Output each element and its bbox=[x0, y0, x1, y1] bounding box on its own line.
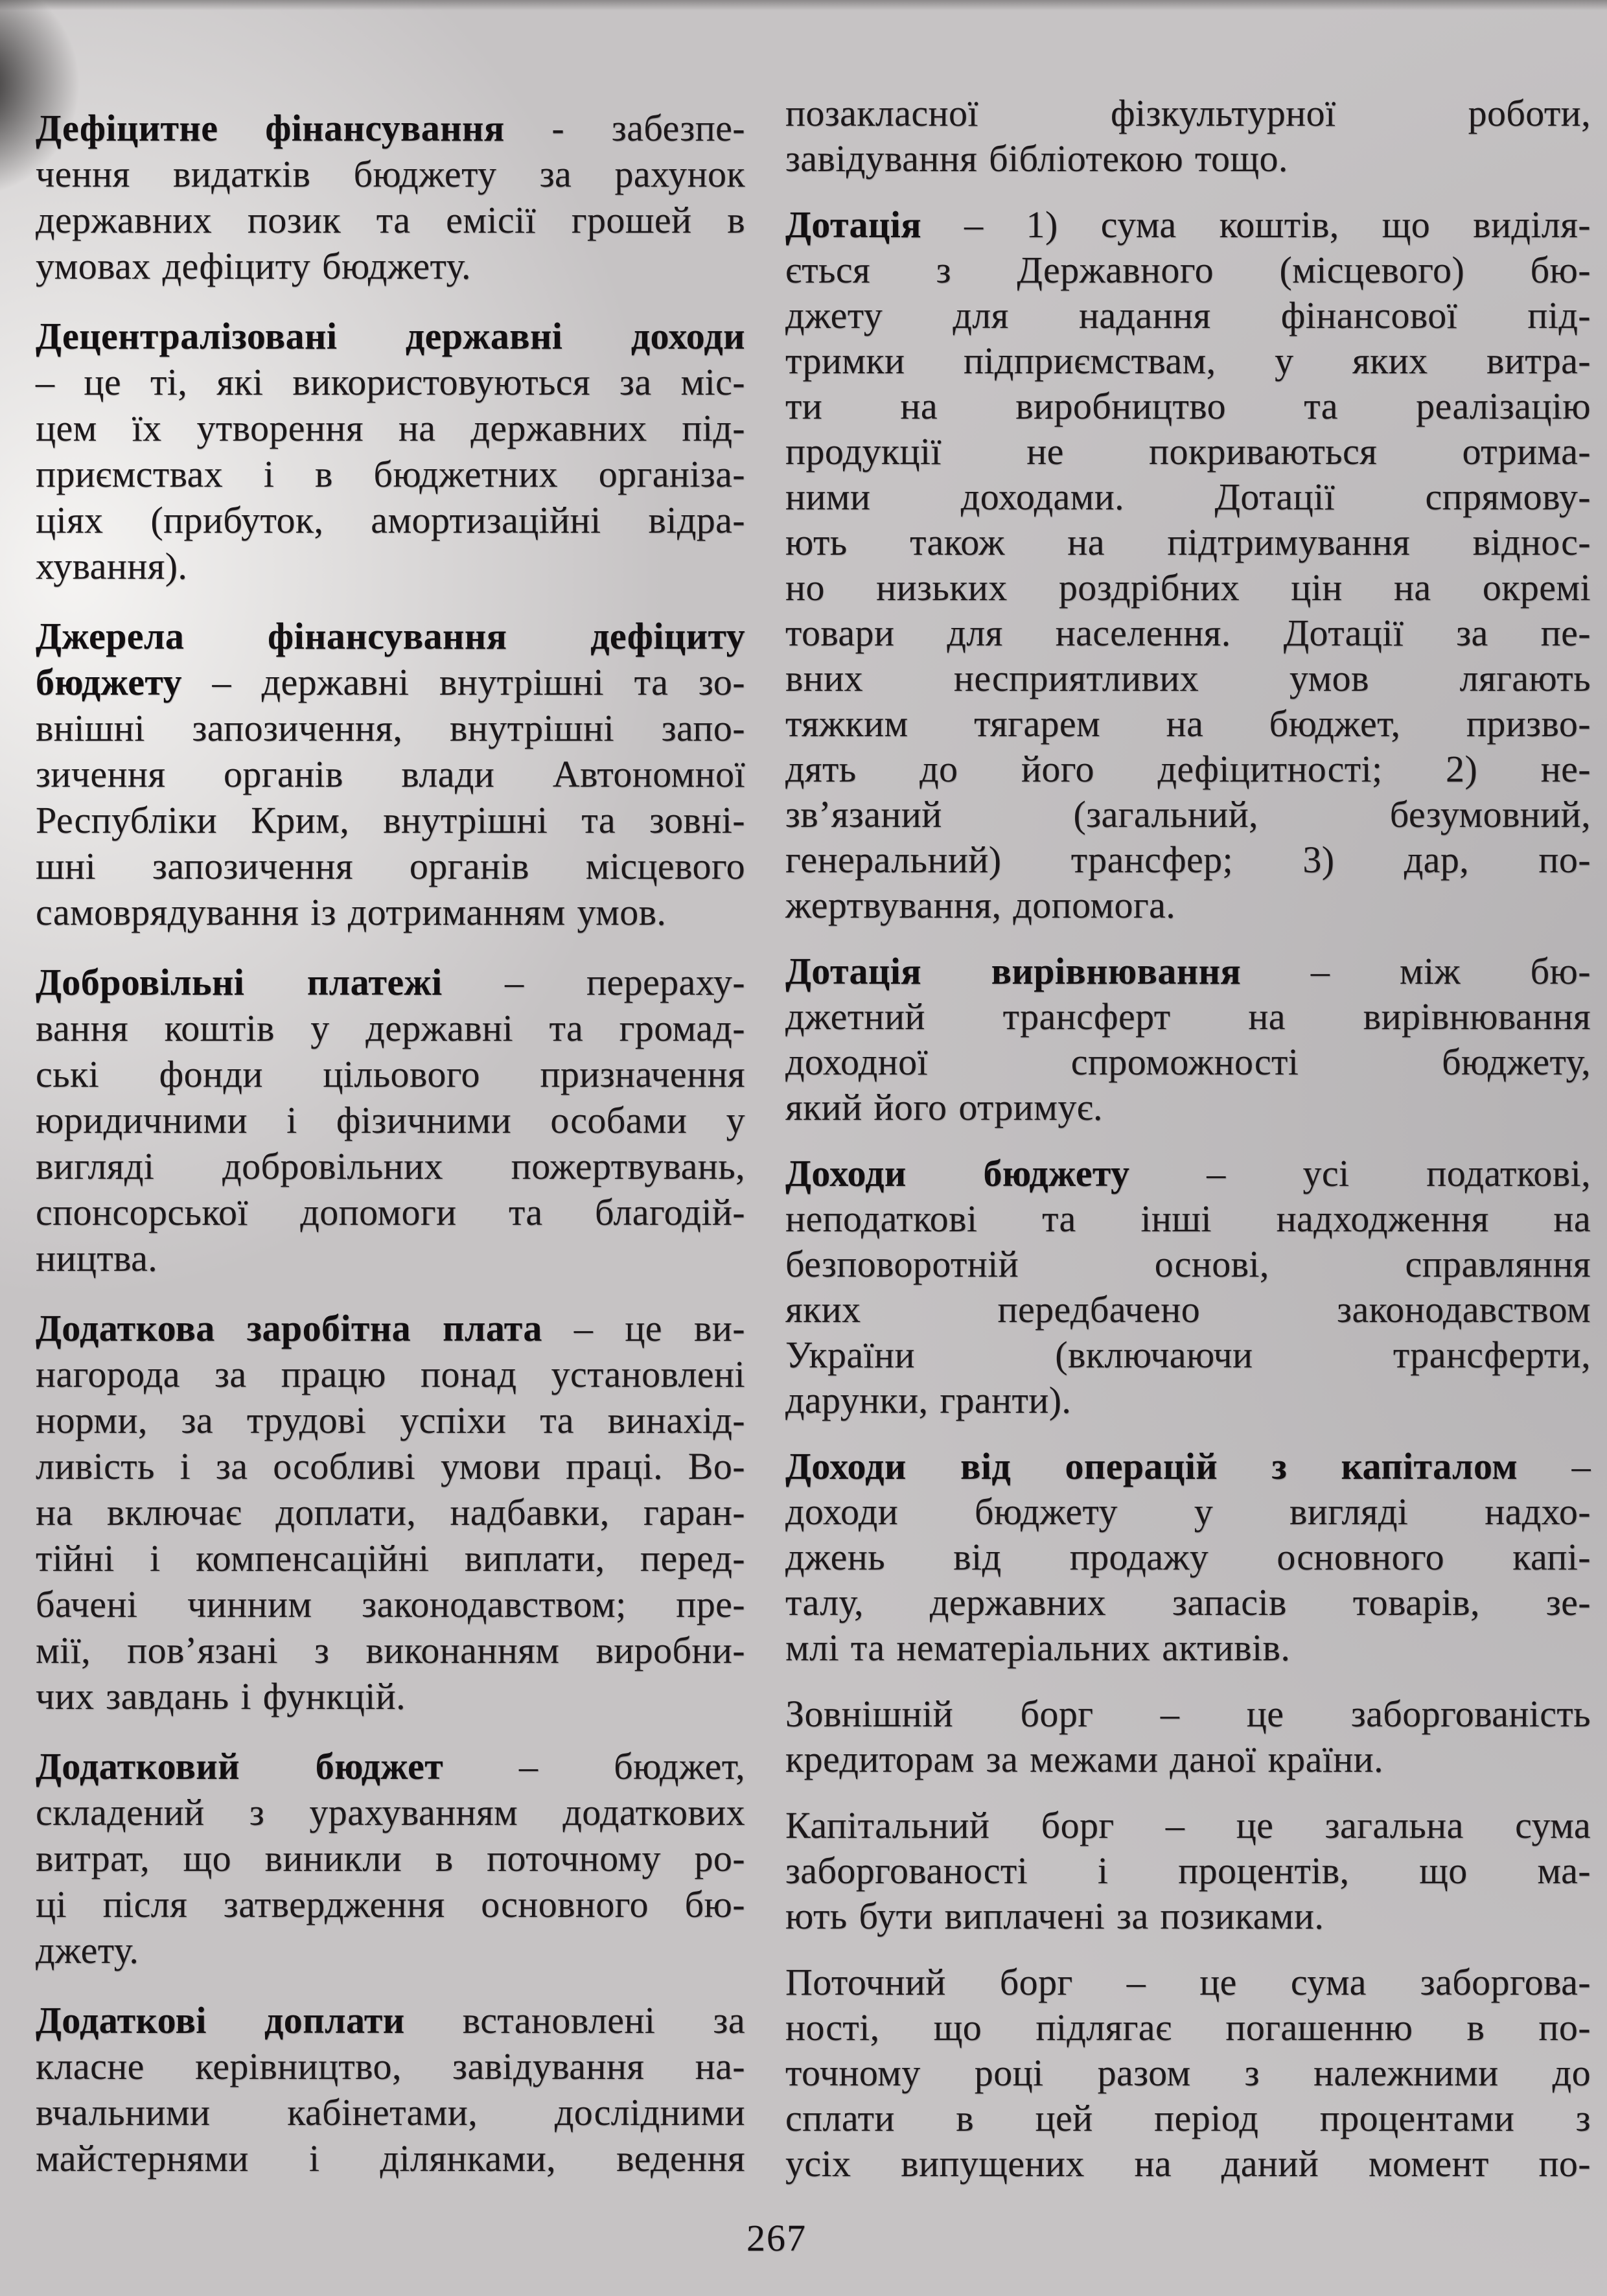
term-bold: бюджету bbox=[36, 661, 182, 703]
text-line bbox=[36, 405, 745, 451]
line-text: зв’язаний (загальний, безумовний, bbox=[785, 793, 1591, 835]
line-text: вних несприятливих умов лягають bbox=[785, 657, 1591, 699]
line-text: класне керівництво, завідування на- bbox=[36, 2045, 745, 2087]
line-text: спонсорської допомоги та благодій- bbox=[36, 1191, 745, 1233]
text-line bbox=[785, 338, 1591, 384]
text-line bbox=[785, 837, 1591, 883]
text-line bbox=[36, 1673, 745, 1719]
text-line bbox=[785, 1287, 1591, 1332]
text-line bbox=[36, 1881, 745, 1927]
text-line bbox=[785, 202, 1591, 248]
text-line bbox=[36, 613, 745, 659]
text-line bbox=[785, 1691, 1591, 1737]
text-line bbox=[785, 520, 1591, 565]
text-line bbox=[36, 1143, 745, 1189]
text-line bbox=[785, 1960, 1591, 2005]
line-text: тримки підприємствам, у яких витра- bbox=[785, 340, 1591, 382]
line-text: усіх випущених на даний момент по- bbox=[785, 2142, 1591, 2185]
line-text: ціях (прибуток, амортизаційні відра- bbox=[36, 499, 745, 541]
line-text: ливість і за особливі умови праці. Во- bbox=[36, 1445, 745, 1487]
text-line bbox=[785, 1489, 1591, 1535]
line-text: позакласної фізкультурної роботи, bbox=[785, 92, 1591, 134]
text-line bbox=[36, 1051, 745, 1097]
text-line bbox=[36, 1397, 745, 1443]
line-text: юридичними і фізичними особами у bbox=[36, 1099, 745, 1141]
line-text: внішні запозичення, внутрішні запо- bbox=[36, 707, 745, 749]
definition-paragraph bbox=[36, 105, 745, 289]
term-bold: Доходи бюджету bbox=[785, 1152, 1130, 1194]
text-line bbox=[785, 293, 1591, 338]
line-text: державних позик та емісії грошей в bbox=[36, 199, 745, 241]
text-line bbox=[36, 359, 745, 405]
text-line bbox=[36, 243, 745, 289]
text-line bbox=[36, 2043, 745, 2089]
term-bold: Джерела фінансування дефіциту bbox=[36, 615, 745, 657]
line-text: – між бю- bbox=[1241, 950, 1591, 992]
line-text: точному році разом з належними до bbox=[785, 2052, 1591, 2094]
line-text: майстернями і ділянками, ведення bbox=[36, 2137, 745, 2179]
text-line bbox=[36, 2135, 745, 2181]
line-text: но низьких роздрібних цін на окремі bbox=[785, 566, 1591, 609]
line-text: тяжким тягарем на бюджет, призво- bbox=[785, 702, 1591, 745]
line-text: ності, що підлягає погашенню в по- bbox=[785, 2006, 1591, 2048]
line-text: - забезпе- bbox=[504, 107, 745, 149]
text-line bbox=[785, 1848, 1591, 1894]
line-text: – бюджет, bbox=[443, 1745, 745, 1787]
line-text: доходної спроможності бюджету, bbox=[785, 1041, 1591, 1083]
line-text: який його отримує. bbox=[785, 1086, 1103, 1128]
text-line bbox=[785, 2141, 1591, 2186]
line-text: джетний трансферт на вирівнювання bbox=[785, 995, 1591, 1038]
line-text: приємствах і в бюджетних організа- bbox=[36, 453, 745, 495]
term-bold: Дефіцитне фінансування bbox=[36, 107, 505, 149]
text-line bbox=[36, 1097, 745, 1143]
definition-paragraph bbox=[785, 91, 1591, 181]
line-text: України (включаючи трансферти, bbox=[785, 1334, 1591, 1376]
text-line bbox=[785, 883, 1591, 928]
definition-paragraph bbox=[36, 1305, 745, 1719]
definition-paragraph bbox=[785, 202, 1591, 928]
line-text: цем їх утворення на державних під- bbox=[36, 407, 745, 449]
line-text: ці після затвердження основного бю- bbox=[36, 1883, 745, 1925]
text-line bbox=[785, 1444, 1591, 1489]
line-text: талу, державних запасів товарів, зе- bbox=[785, 1581, 1591, 1623]
text-line bbox=[785, 384, 1591, 429]
text-line bbox=[36, 1305, 745, 1351]
term-bold: Децентралізовані державні доходи bbox=[36, 315, 745, 357]
text-line bbox=[36, 959, 745, 1005]
line-text: ють також на підтримування віднос- bbox=[785, 521, 1591, 563]
text-line bbox=[36, 843, 745, 889]
line-text: завідування бібліотекою тощо. bbox=[785, 137, 1288, 180]
definition-paragraph bbox=[785, 1444, 1591, 1671]
line-text: Капітальний борг – це загальна сума bbox=[785, 1804, 1591, 1846]
definition-paragraph bbox=[785, 949, 1591, 1130]
text-line bbox=[785, 1625, 1591, 1671]
text-line bbox=[36, 889, 745, 935]
page-number: 267 bbox=[746, 2217, 807, 2259]
text-line bbox=[785, 1085, 1591, 1130]
line-text: шні запозичення органів місцевого bbox=[36, 845, 745, 887]
line-text: вигляді добровільних пожертвувань, bbox=[36, 1145, 745, 1187]
text-line bbox=[785, 248, 1591, 293]
definition-paragraph bbox=[785, 1691, 1591, 1782]
line-text: ництва. bbox=[36, 1237, 158, 1279]
definition-paragraph bbox=[785, 1803, 1591, 1939]
text-line bbox=[36, 1489, 745, 1535]
text-line bbox=[36, 1789, 745, 1835]
line-text: доходи бюджету у вигляді надхо- bbox=[785, 1490, 1591, 1533]
line-text: сплати в цей період процентами з bbox=[785, 2097, 1591, 2139]
definition-paragraph bbox=[785, 1151, 1591, 1423]
line-text: ські фонди цільового призначення bbox=[36, 1053, 745, 1095]
text-line bbox=[785, 1803, 1591, 1848]
text-line bbox=[36, 1997, 745, 2043]
text-line bbox=[36, 105, 745, 151]
line-text: – це ви- bbox=[542, 1307, 745, 1349]
line-text: ється з Державного (місцевого) бю- bbox=[785, 249, 1591, 291]
text-line bbox=[785, 1535, 1591, 1580]
line-text: бачені чинним законодавством; пре- bbox=[36, 1583, 745, 1625]
line-text: дять до його дефіцитності; 2) не- bbox=[785, 748, 1591, 790]
line-text: ти на виробництво та реалізацію bbox=[785, 385, 1591, 427]
text-line bbox=[785, 1378, 1591, 1423]
definition-paragraph bbox=[36, 959, 745, 1281]
text-line bbox=[785, 2005, 1591, 2050]
line-text: зичення органів влади Автономної bbox=[36, 753, 745, 795]
text-line bbox=[36, 1581, 745, 1627]
text-line bbox=[36, 151, 745, 197]
line-text: дарунки, гранти). bbox=[785, 1379, 1072, 1421]
text-line bbox=[36, 197, 745, 243]
text-line bbox=[785, 136, 1591, 181]
line-text: ними доходами. Дотації спрямову- bbox=[785, 476, 1591, 518]
line-text: продукції не покриваються отрима- bbox=[785, 430, 1591, 472]
text-line bbox=[785, 1196, 1591, 1242]
text-line bbox=[36, 1927, 745, 1973]
line-text: джень від продажу основного капі- bbox=[785, 1536, 1591, 1578]
line-text: Поточний борг – це сума заборгова- bbox=[785, 1961, 1591, 2003]
line-text: норми, за трудові успіхи та винахід- bbox=[36, 1399, 745, 1441]
left-column bbox=[36, 105, 745, 2205]
term-bold: Додатковий бюджет bbox=[36, 1745, 444, 1787]
line-text: Республіки Крим, внутрішні та зовні- bbox=[36, 799, 745, 841]
term-bold: Дотація bbox=[785, 203, 922, 246]
line-text: – 1) сума коштів, що виділя- bbox=[921, 203, 1591, 246]
line-text: на включає доплати, надбавки, гаран- bbox=[36, 1491, 745, 1533]
text-line bbox=[785, 792, 1591, 837]
text-line bbox=[36, 1005, 745, 1051]
text-line bbox=[785, 1039, 1591, 1085]
line-text: яких передбачено законодавством bbox=[785, 1288, 1591, 1330]
line-text: тійні і компенсаційні виплати, перед- bbox=[36, 1537, 745, 1579]
line-text: безповоротній основі, справляння bbox=[785, 1243, 1591, 1285]
line-text: вчальними кабінетами, дослідними bbox=[36, 2091, 745, 2133]
text-line bbox=[36, 1189, 745, 1235]
line-text: генеральний) трансфер; 3) дар, по- bbox=[785, 839, 1591, 881]
line-text: нагорода за працю понад установлені bbox=[36, 1353, 745, 1395]
text-line bbox=[36, 451, 745, 497]
line-text: самоврядування із дотриманням умов. bbox=[36, 891, 667, 933]
text-line bbox=[36, 751, 745, 797]
text-line bbox=[36, 497, 745, 543]
line-text: Зовнішній борг – це заборгованість bbox=[785, 1693, 1591, 1735]
line-text: – усі податкові, bbox=[1129, 1152, 1591, 1194]
line-text: джету. bbox=[36, 1929, 139, 1971]
text-line bbox=[785, 1580, 1591, 1625]
term-bold: Доходи від операцій з капіталом bbox=[785, 1445, 1518, 1487]
line-text: умовах дефіциту бюджету. bbox=[36, 245, 471, 287]
line-text: встановлені за bbox=[404, 1999, 745, 2041]
text-line bbox=[36, 659, 745, 705]
line-text: ють бути виплачені за позиками. bbox=[785, 1895, 1324, 1937]
term-bold: Добровільні платежі bbox=[36, 961, 443, 1003]
line-text: складений з урахуванням додаткових bbox=[36, 1791, 745, 1833]
text-line bbox=[36, 543, 745, 589]
text-line bbox=[785, 474, 1591, 520]
text-line bbox=[36, 705, 745, 751]
line-text: хування). bbox=[36, 545, 188, 587]
line-text: – bbox=[1518, 1445, 1591, 1487]
text-line bbox=[785, 1332, 1591, 1378]
text-line bbox=[785, 1737, 1591, 1782]
text-line bbox=[785, 2050, 1591, 2096]
text-line bbox=[36, 1235, 745, 1281]
line-text: жертвування, допомога. bbox=[785, 884, 1176, 926]
text-line bbox=[36, 1627, 745, 1673]
text-line bbox=[36, 2089, 745, 2135]
text-line bbox=[36, 1443, 745, 1489]
text-line bbox=[36, 1351, 745, 1397]
line-text: – державні внутрішні та зо- bbox=[181, 661, 745, 703]
text-line bbox=[785, 949, 1591, 994]
line-text: заборгованості і процентів, що ма- bbox=[785, 1850, 1591, 1892]
term-bold: Дотація вирівнювання bbox=[785, 950, 1242, 992]
text-line bbox=[36, 1535, 745, 1581]
text-line bbox=[785, 747, 1591, 792]
definition-paragraph bbox=[36, 613, 745, 935]
text-line bbox=[36, 1743, 745, 1789]
text-line bbox=[785, 91, 1591, 136]
text-line bbox=[785, 565, 1591, 610]
line-text: чення видатків бюджету за рахунок bbox=[36, 153, 745, 195]
line-text: чих завдань і функцій. bbox=[36, 1675, 406, 1717]
text-line bbox=[36, 1835, 745, 1881]
line-text: неподаткові та інші надходження на bbox=[785, 1198, 1591, 1240]
definition-paragraph bbox=[36, 1743, 745, 1973]
term-bold: Додаткові доплати bbox=[36, 1999, 405, 2041]
text-line bbox=[785, 429, 1591, 474]
line-text: вання коштів у державні та громад- bbox=[36, 1007, 745, 1049]
text-line bbox=[785, 701, 1591, 747]
text-line bbox=[785, 610, 1591, 656]
text-line bbox=[36, 313, 745, 359]
text-line bbox=[785, 656, 1591, 701]
line-text: млі та нематеріальних активів. bbox=[785, 1627, 1291, 1669]
line-text: – перераху- bbox=[442, 961, 745, 1003]
right-column bbox=[785, 91, 1591, 2207]
line-text: – це ті, які використовуються за міс- bbox=[36, 361, 745, 403]
text-line bbox=[785, 1151, 1591, 1196]
line-text: витрат, що виникли в поточному ро- bbox=[36, 1837, 745, 1879]
definition-paragraph bbox=[785, 1960, 1591, 2186]
line-text: кредиторам за межами даної країни. bbox=[785, 1738, 1384, 1780]
text-line bbox=[785, 2096, 1591, 2141]
text-line bbox=[785, 994, 1591, 1039]
text-line bbox=[785, 1894, 1591, 1939]
line-text: мії, пов’язані з виконанням виробни- bbox=[36, 1629, 745, 1671]
term-bold: Додаткова заробітна плата bbox=[36, 1307, 542, 1349]
definition-paragraph bbox=[36, 1997, 745, 2181]
text-line bbox=[36, 797, 745, 843]
line-text: товари для населення. Дотації за пе- bbox=[785, 612, 1591, 654]
line-text: джету для надання фінансової під- bbox=[785, 294, 1591, 336]
text-line bbox=[785, 1242, 1591, 1287]
definition-paragraph bbox=[36, 313, 745, 589]
